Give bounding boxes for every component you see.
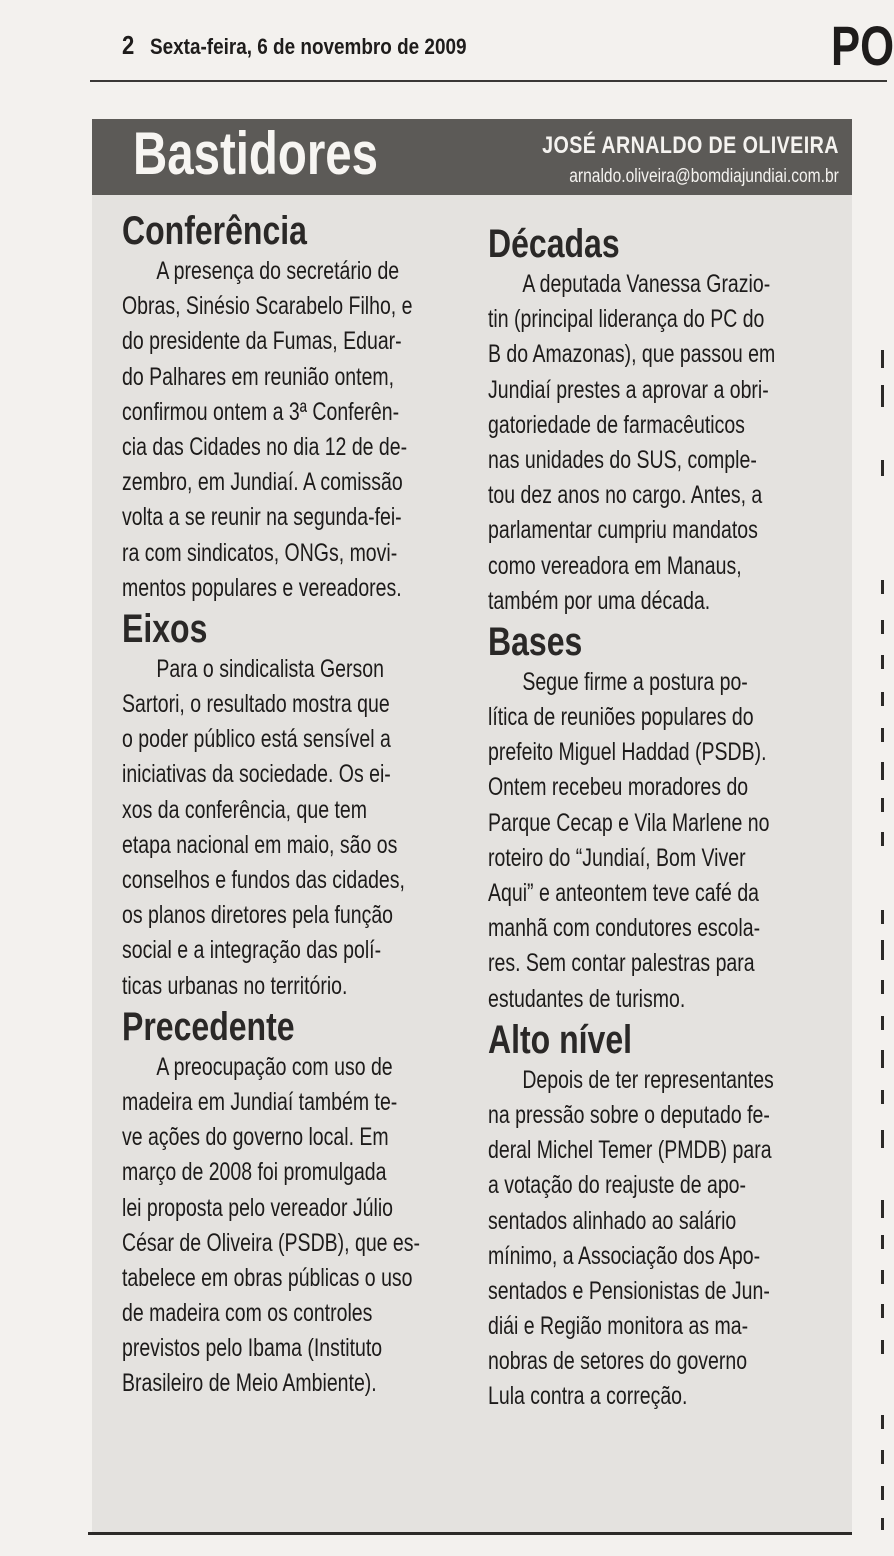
text-line: B do Amazonas), que passou em (488, 340, 776, 369)
text-line: lei proposta pelo vereador Júlio (122, 1193, 394, 1222)
article-conferencia (122, 208, 457, 606)
text-line: tou dez anos no cargo. Antes, a (488, 481, 763, 510)
text-line: conselhos e fundos das cidades, (122, 866, 405, 894)
text-line: o poder público está sensível a (122, 725, 391, 754)
text-line: res. Sem contar palestras para (488, 949, 755, 978)
text-line: zembro, em Jundiaí. A comissão (122, 468, 403, 497)
left-column (122, 208, 457, 1402)
text-line: A presença do secretário de (156, 257, 400, 285)
text-line: lítica de reuniões populares do (488, 703, 754, 732)
text-line: Depois de ter representantes (522, 1065, 774, 1094)
text-line: como vereadora em Manaus, (488, 551, 742, 580)
article-title: Alto nível (488, 1017, 633, 1062)
text-line: ra com sindicatos, ONGs, movi- (122, 538, 398, 567)
text-line: Lula contra a correção. (488, 1382, 688, 1411)
text-line: A deputada Vanessa Grazio- (522, 270, 771, 298)
text-line: nas unidades do SUS, comple- (488, 445, 757, 474)
text-line: mínimo, a Associação dos Apo- (488, 1241, 761, 1270)
author-name: JOSÉ ARNALDO DE OLIVEIRA (542, 132, 839, 159)
text-line: previstos pelo Ibama (Instituto (122, 1334, 383, 1363)
article-precedente (122, 1004, 457, 1402)
text-line: Para o sindicalista Gerson (156, 654, 384, 683)
right-column (488, 221, 823, 1415)
text-line: março de 2008 foi promulgada (122, 1158, 387, 1187)
text-line: xos da conferência, que tem (122, 795, 367, 824)
article-alto-nivel (488, 1017, 823, 1415)
column-kicker: Bastidores (133, 120, 378, 187)
text-line: cia das Cidades no dia 12 de de- (122, 432, 408, 461)
text-line: sentados alinhado ao salário (488, 1206, 737, 1235)
text-line: diái e Região monitora as ma- (488, 1312, 749, 1341)
bottom-rule (88, 1532, 852, 1535)
folio (122, 30, 519, 70)
text-line: manhã com condutores escola- (488, 914, 761, 943)
text-line: madeira em Jundiaí também te- (122, 1087, 398, 1116)
text-line: sentados e Pensionistas de Jun- (488, 1276, 770, 1305)
text-line: iniciativas da sociedade. Os ei- (122, 760, 391, 789)
text-line: do presidente da Fumas, Eduar- (122, 327, 402, 356)
text-line: tabelece em obras públicas o uso (122, 1263, 413, 1292)
text-line: tin (principal liderança do PC do (488, 305, 765, 334)
text-line: César de Oliveira (PSDB), que es- (122, 1228, 421, 1257)
neighbor-column-fragment (872, 300, 887, 1530)
text-line: social e a integração das polí- (122, 936, 382, 965)
article-title: Precedente (122, 1004, 295, 1049)
byline (477, 132, 839, 188)
text-line: roteiro do “Jundiaí, Bom Viver (488, 843, 746, 872)
text-line: estudantes de turismo. (488, 984, 686, 1013)
issue-date: Sexta-feira, 6 de novembro de 2009 (150, 34, 468, 59)
text-line: Obras, Sinésio Scarabelo Filho, e (122, 292, 413, 321)
article-eixos (122, 606, 457, 1004)
text-line: ve ações do governo local. Em (122, 1123, 389, 1152)
text-line: do Palhares em reunião ontem, (122, 362, 395, 391)
article-title: Décadas (488, 222, 620, 266)
text-line: gatoriedade de farmacêuticos (488, 410, 745, 439)
folio-rule (90, 80, 887, 82)
article-title: Conferência (122, 209, 307, 253)
text-line: Ontem recebeu moradores do (488, 773, 749, 802)
text-line: também por uma década. (488, 586, 711, 615)
section-slug: PO (831, 14, 894, 77)
text-line: Sartori, o resultado mostra que (122, 690, 390, 719)
article-title: Bases (488, 619, 583, 664)
article-title: Eixos (122, 606, 208, 651)
text-line: deral Michel Temer (PMDB) para (488, 1136, 772, 1165)
text-line: volta a se reunir na segunda-fei- (122, 503, 402, 532)
text-line: a votação do reajuste de apo- (488, 1171, 747, 1200)
text-line: na pressão sobre o deputado fe- (488, 1100, 770, 1129)
text-line: Aqui” e anteontem teve café da (488, 879, 760, 907)
author-email: arnaldo.oliveira@bomdiajundiai.com.br (569, 166, 839, 187)
text-line: prefeito Miguel Haddad (PSDB). (488, 738, 767, 767)
text-line: Parque Cecap e Vila Marlene no (488, 808, 770, 837)
text-line: de madeira com os controles (122, 1299, 373, 1328)
text-line: nobras de setores do governo (488, 1347, 748, 1376)
article-decadas (488, 221, 823, 619)
text-line: Segue firme a postura po- (522, 667, 748, 696)
page-number: 2 (122, 30, 135, 60)
text-line: A preocupação com uso de (156, 1052, 393, 1081)
text-line: mentos populares e vereadores. (122, 573, 402, 602)
article-bases (488, 619, 823, 1017)
text-line: os planos diretores pela função (122, 901, 394, 930)
text-line: parlamentar cumpriu mandatos (488, 516, 758, 545)
text-line: confirmou ontem a 3ª Conferên- (122, 397, 400, 426)
text-line: etapa nacional em maio, são os (122, 830, 398, 859)
text-line: Jundiaí prestes a aprovar a obri- (488, 375, 769, 404)
text-line: Brasileiro de Meio Ambiente). (122, 1369, 377, 1398)
text-line: ticas urbanas no território. (122, 971, 348, 1000)
